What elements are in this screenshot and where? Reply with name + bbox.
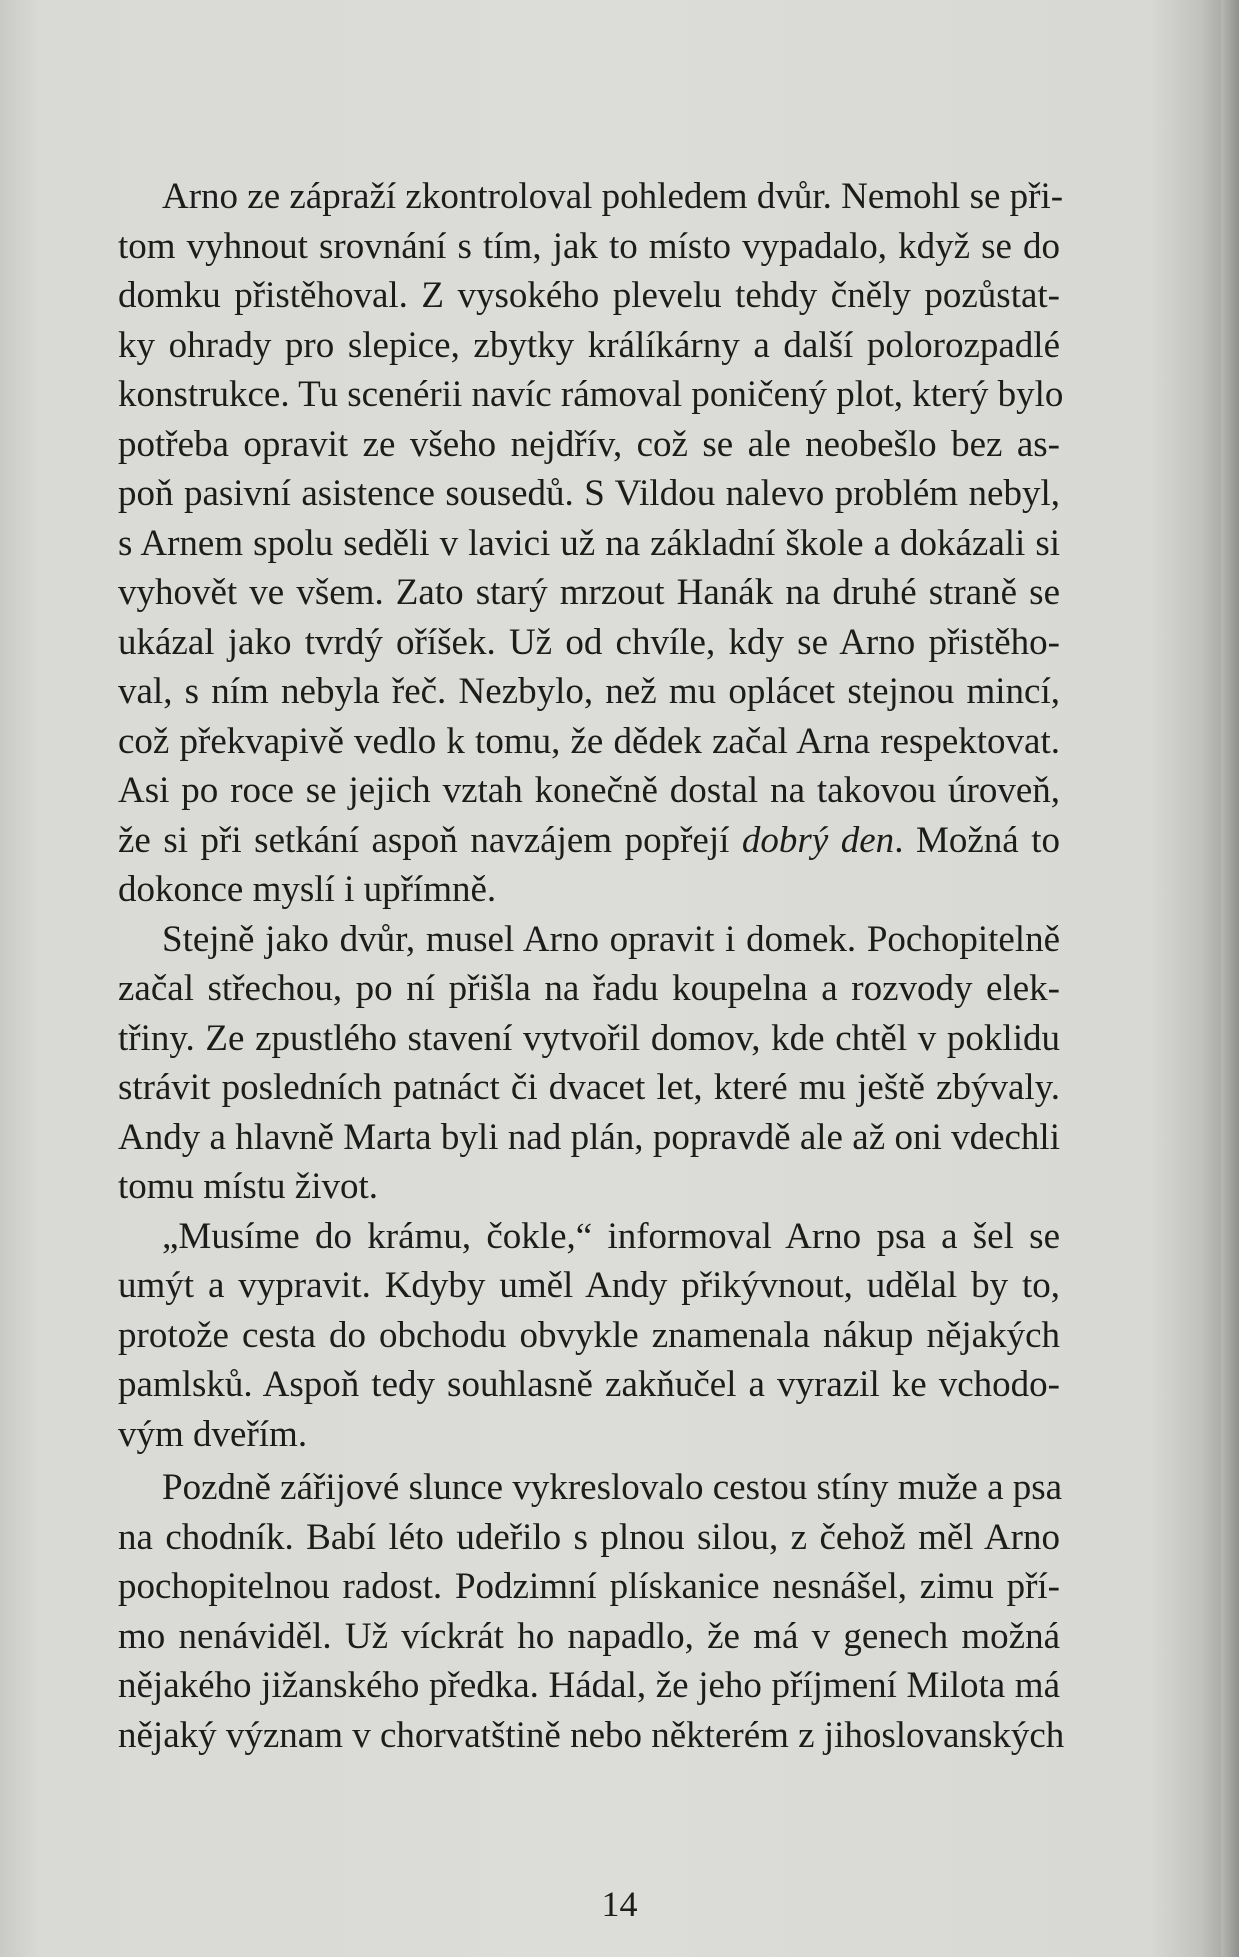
- emphasis-text: dobrý den: [741, 819, 895, 861]
- paragraph-3: [118, 1212, 1060, 1460]
- text-line: umýt a vypravit. Kdyby uměl Andy přikývnout, udělal by to,: [118, 1265, 1060, 1306]
- text-line: Asi po roce se jejich vztah konečně dostal na takovou úroveň,: [118, 770, 1060, 811]
- text-line: potřeba opravit ze všeho nejdřív, což se ale neobešlo bez as-: [118, 423, 1060, 465]
- text-line: Arno ze zápraží zkontroloval pohledem dvůr. Nemohl se při-: [162, 176, 1064, 217]
- text-line: konstrukce. Tu scenérii navíc rámoval poničený plot, který bylo: [118, 374, 1064, 415]
- text-line: třiny. Ze zpustlého stavení vytvořil domov, kde chtěl v poklidu: [118, 1017, 1060, 1059]
- text-line: protože cesta do obchodu obvykle znamenala nákup nějakých: [118, 1314, 1060, 1356]
- text-line: mo nenáviděl. Už víckrát ho napadlo, že má v genech možná: [118, 1615, 1060, 1657]
- text-line: Stejně jako dvůr, musel Arno opravit i domek. Pochopitelně: [162, 918, 1060, 960]
- text-line: tomu místu život.: [118, 1166, 379, 1207]
- text-line: „Musíme do krámu, čokle,“ informoval Arno psa a šel se: [162, 1215, 1060, 1257]
- text-line: začal střechou, po ní přišla na řadu koupelna a rozvody elek-: [118, 968, 1060, 1009]
- paragraph-2: [118, 915, 1060, 1212]
- text-line: tom vyhnout srovnání s tím, jak to místo vypadalo, když se do: [118, 225, 1060, 267]
- text-line: s Arnem spolu seděli v lavici už na základní škole a dokázali si: [118, 522, 1060, 564]
- text-line: ky ohrady pro slepice, zbytky králíkárny a další polorozpadlé: [118, 324, 1060, 366]
- text-line: vyhovět ve všem. Zato starý mrzout Hanák na druhé straně se: [118, 572, 1060, 613]
- text-line: poň pasivní asistence sousedů. S Vildou nalevo problém nebyl,: [118, 473, 1060, 514]
- text-line: vým dveřím.: [118, 1413, 308, 1455]
- text-line: Andy a hlavně Marta byli nad plán, popravdě ale až oni vdechli: [118, 1116, 1060, 1158]
- page-edge-shadow: [1221, 0, 1239, 1957]
- text-line: dokonce myslí i upřímně.: [118, 869, 497, 910]
- paragraph-4: [118, 1463, 1065, 1760]
- text-line: val, s ním nebyla řeč. Nezbylo, než mu oplácet stejnou mincí,: [118, 671, 1060, 712]
- text-line: nějaký význam v chorvatštině nebo některém z jihoslovanských: [118, 1714, 1065, 1756]
- page-number: 14: [601, 1884, 638, 1924]
- paragraph-1: [118, 172, 1064, 915]
- body-text: [118, 172, 1065, 1760]
- text-line: což překvapivě vedlo k tomu, že dědek začal Arna respektovat.: [118, 720, 1060, 762]
- text-line: nějakého jižanského předka. Hádal, že jeho příjmení Milota má: [118, 1665, 1060, 1706]
- text-line: pamlsků. Aspoň tedy souhlasně zakňučel a vyrazil ke vchodo-: [118, 1364, 1060, 1405]
- text-line: ukázal jako tvrdý oříšek. Už od chvíle, kdy se Arno přistěho-: [118, 621, 1060, 663]
- text-line: strávit posledních patnáct či dvacet let, které mu ještě zbývaly.: [118, 1067, 1060, 1108]
- text-line: domku přistěhoval. Z vysokého plevelu tehdy čněly pozůstat-: [118, 275, 1060, 316]
- text-line: na chodník. Babí léto udeřilo s plnou silou, z čehož měl Arno: [118, 1516, 1060, 1558]
- text-line: pochopitelnou radost. Podzimní plískanice nesnášel, zimu pří-: [118, 1566, 1060, 1607]
- text-line: Pozdně zářijové slunce vykreslovalo cestou stíny muže a psa: [162, 1467, 1063, 1508]
- text-line: že si při setkání aspoň navzájem popřejí dobrý den. Možná to: [118, 819, 1060, 861]
